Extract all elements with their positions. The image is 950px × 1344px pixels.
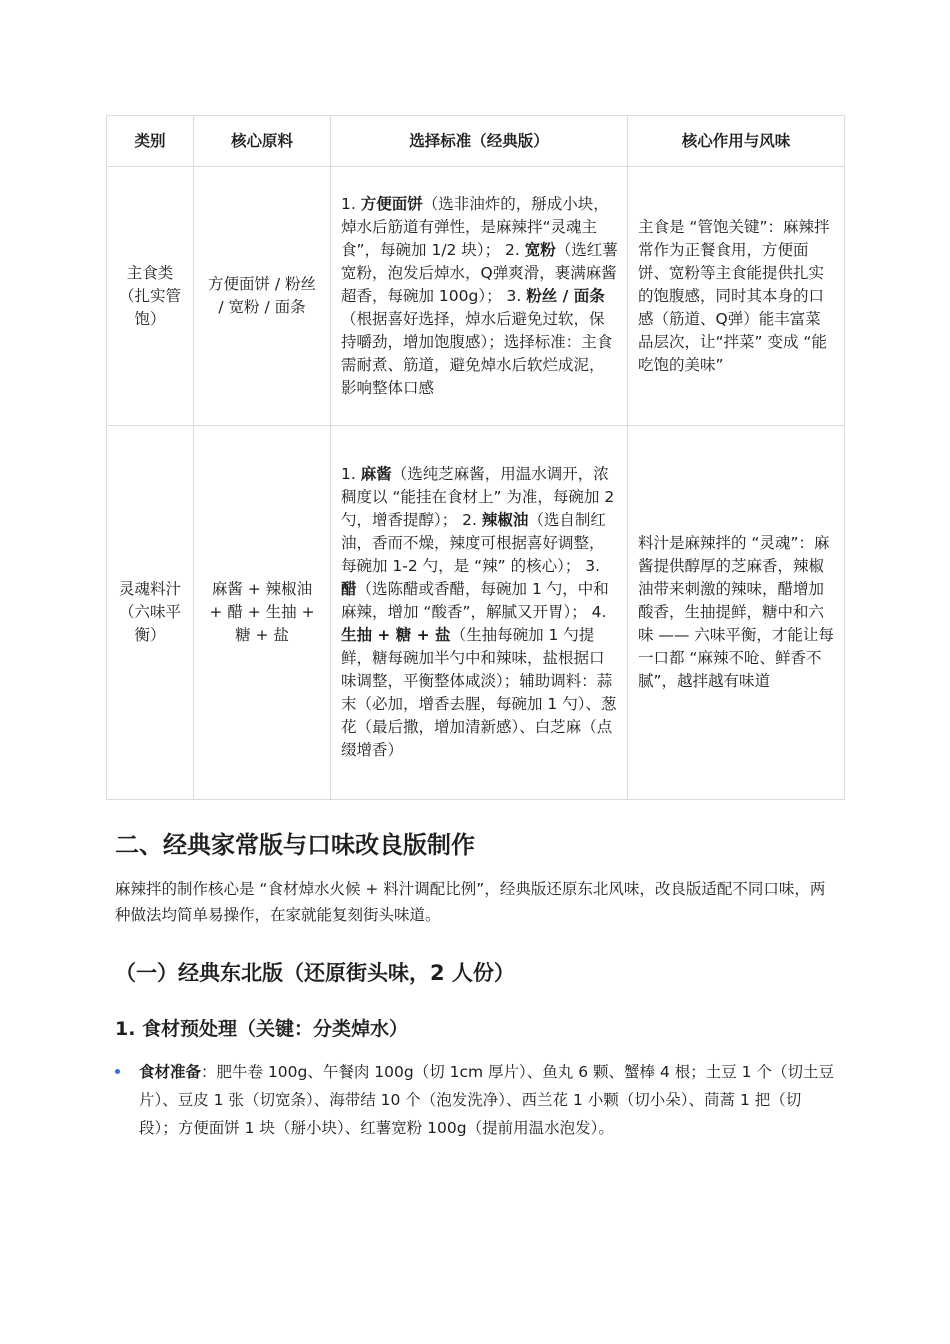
header-category: 类别	[107, 116, 194, 167]
section-intro-paragraph: 麻辣拌的制作核心是 “食材焯水火候 + 料汁调配比例”，经典版还原东北风味，改良版适配不同口味，两种做法均简单易操作，在家就能复刻街头味道。	[115, 880, 826, 924]
bullet-icon	[115, 1069, 120, 1074]
table-row	[107, 426, 845, 800]
cell-role: 主食是 “管饱关键”：麻辣拌常作为正餐食用，方便面饼、宽粉等主食能提供扎实的饱腹感，同时其本身的口感（筋道、Q弹）能丰富菜品层次，让“拌菜” 变成 “能吃饱的美味”	[628, 167, 845, 426]
header-ingredients: 核心原料	[194, 116, 331, 167]
list-item-label: 食材准备	[139, 1063, 202, 1081]
header-role: 核心作用与风味	[628, 116, 845, 167]
cell-ingredients: 方便面饼 / 粉丝 / 宽粉 / 面条	[194, 167, 331, 426]
list-item	[115, 1058, 835, 1142]
cell-role: 料汁是麻辣拌的 “灵魂”：麻酱提供醇厚的芝麻香，辣椒油带来刺激的辣味，醋增加酸香，生抽提鲜，糖中和六味 —— 六味平衡，才能让每一口都 “麻辣不呛、鲜香不腻”，越拌越有味道	[628, 426, 845, 800]
subsection-heading: （一）经典东北版（还原街头味，2 人份）	[115, 961, 515, 985]
header-standard: 选择标准（经典版）	[331, 116, 628, 167]
ingredients-table	[106, 115, 845, 800]
cell-category: 灵魂料汁（六味平衡）	[107, 426, 194, 800]
cell-category: 主食类（扎实管饱）	[107, 167, 194, 426]
step-heading: 1. 食材预处理（关键：分类焯水）	[115, 1018, 409, 1040]
table-row	[107, 167, 845, 426]
table-header-row	[107, 116, 845, 167]
section-heading: 二、经典家常版与口味改良版制作	[115, 831, 475, 859]
cell-standard: 1. 方便面饼（选非油炸的，掰成小块，焯水后筋道有弹性，是麻辣拌“灵魂主食”，每碗加 1/2 块）； 2. 宽粉（选红薯宽粉，泡发后焯水，Q弹爽滑，裹满麻酱超香，每碗加 100g）； 3. 粉丝 / 面条（根据喜好选择，焯水后避免过软，保持嚼劲，增加饱腹感）；选择标准：主食需耐煮、筋道，避免焯水后软烂成泥，影响整体口感	[331, 167, 628, 426]
list-item-text: 食材准备：肥牛卷 100g、午餐肉 100g（切 1cm 厚片）、鱼丸 6 颗、蟹棒 4 根；土豆 1 个（切土豆片）、豆皮 1 张（切宽条）、海带结 10 个（泡发洗净）、西兰花 1 小颗（切小朵）、茼蒿 1 把（切段）；方便面饼 1 块（掰小块）、红薯宽粉 100g（提前用温水泡发）。	[139, 1063, 834, 1137]
cell-standard: 1. 麻酱（选纯芝麻酱，用温水调开，浓稠度以 “能挂在食材上” 为准，每碗加 2 勺，增香提醇）； 2. 辣椒油（选自制红油，香而不燥，辣度可根据喜好调整，每碗加 1-2 勺，是 “辣” 的核心）； 3. 醋（选陈醋或香醋，每碗加 1 勺，中和麻辣，增加 “酸香”，解腻又开胃）； 4. 生抽 + 糖 + 盐（生抽每碗加 1 勺提鲜，糖每碗加半勺中和辣味，盐根据口味调整，平衡整体咸淡）；辅助调料：蒜末（必加，增香去腥，每碗加 1 勺）、葱花（最后撒，增加清新感）、白芝麻（点缀增香）	[331, 426, 628, 800]
cell-ingredients: 麻酱 + 辣椒油 + 醋 + 生抽 + 糖 + 盐	[194, 426, 331, 800]
